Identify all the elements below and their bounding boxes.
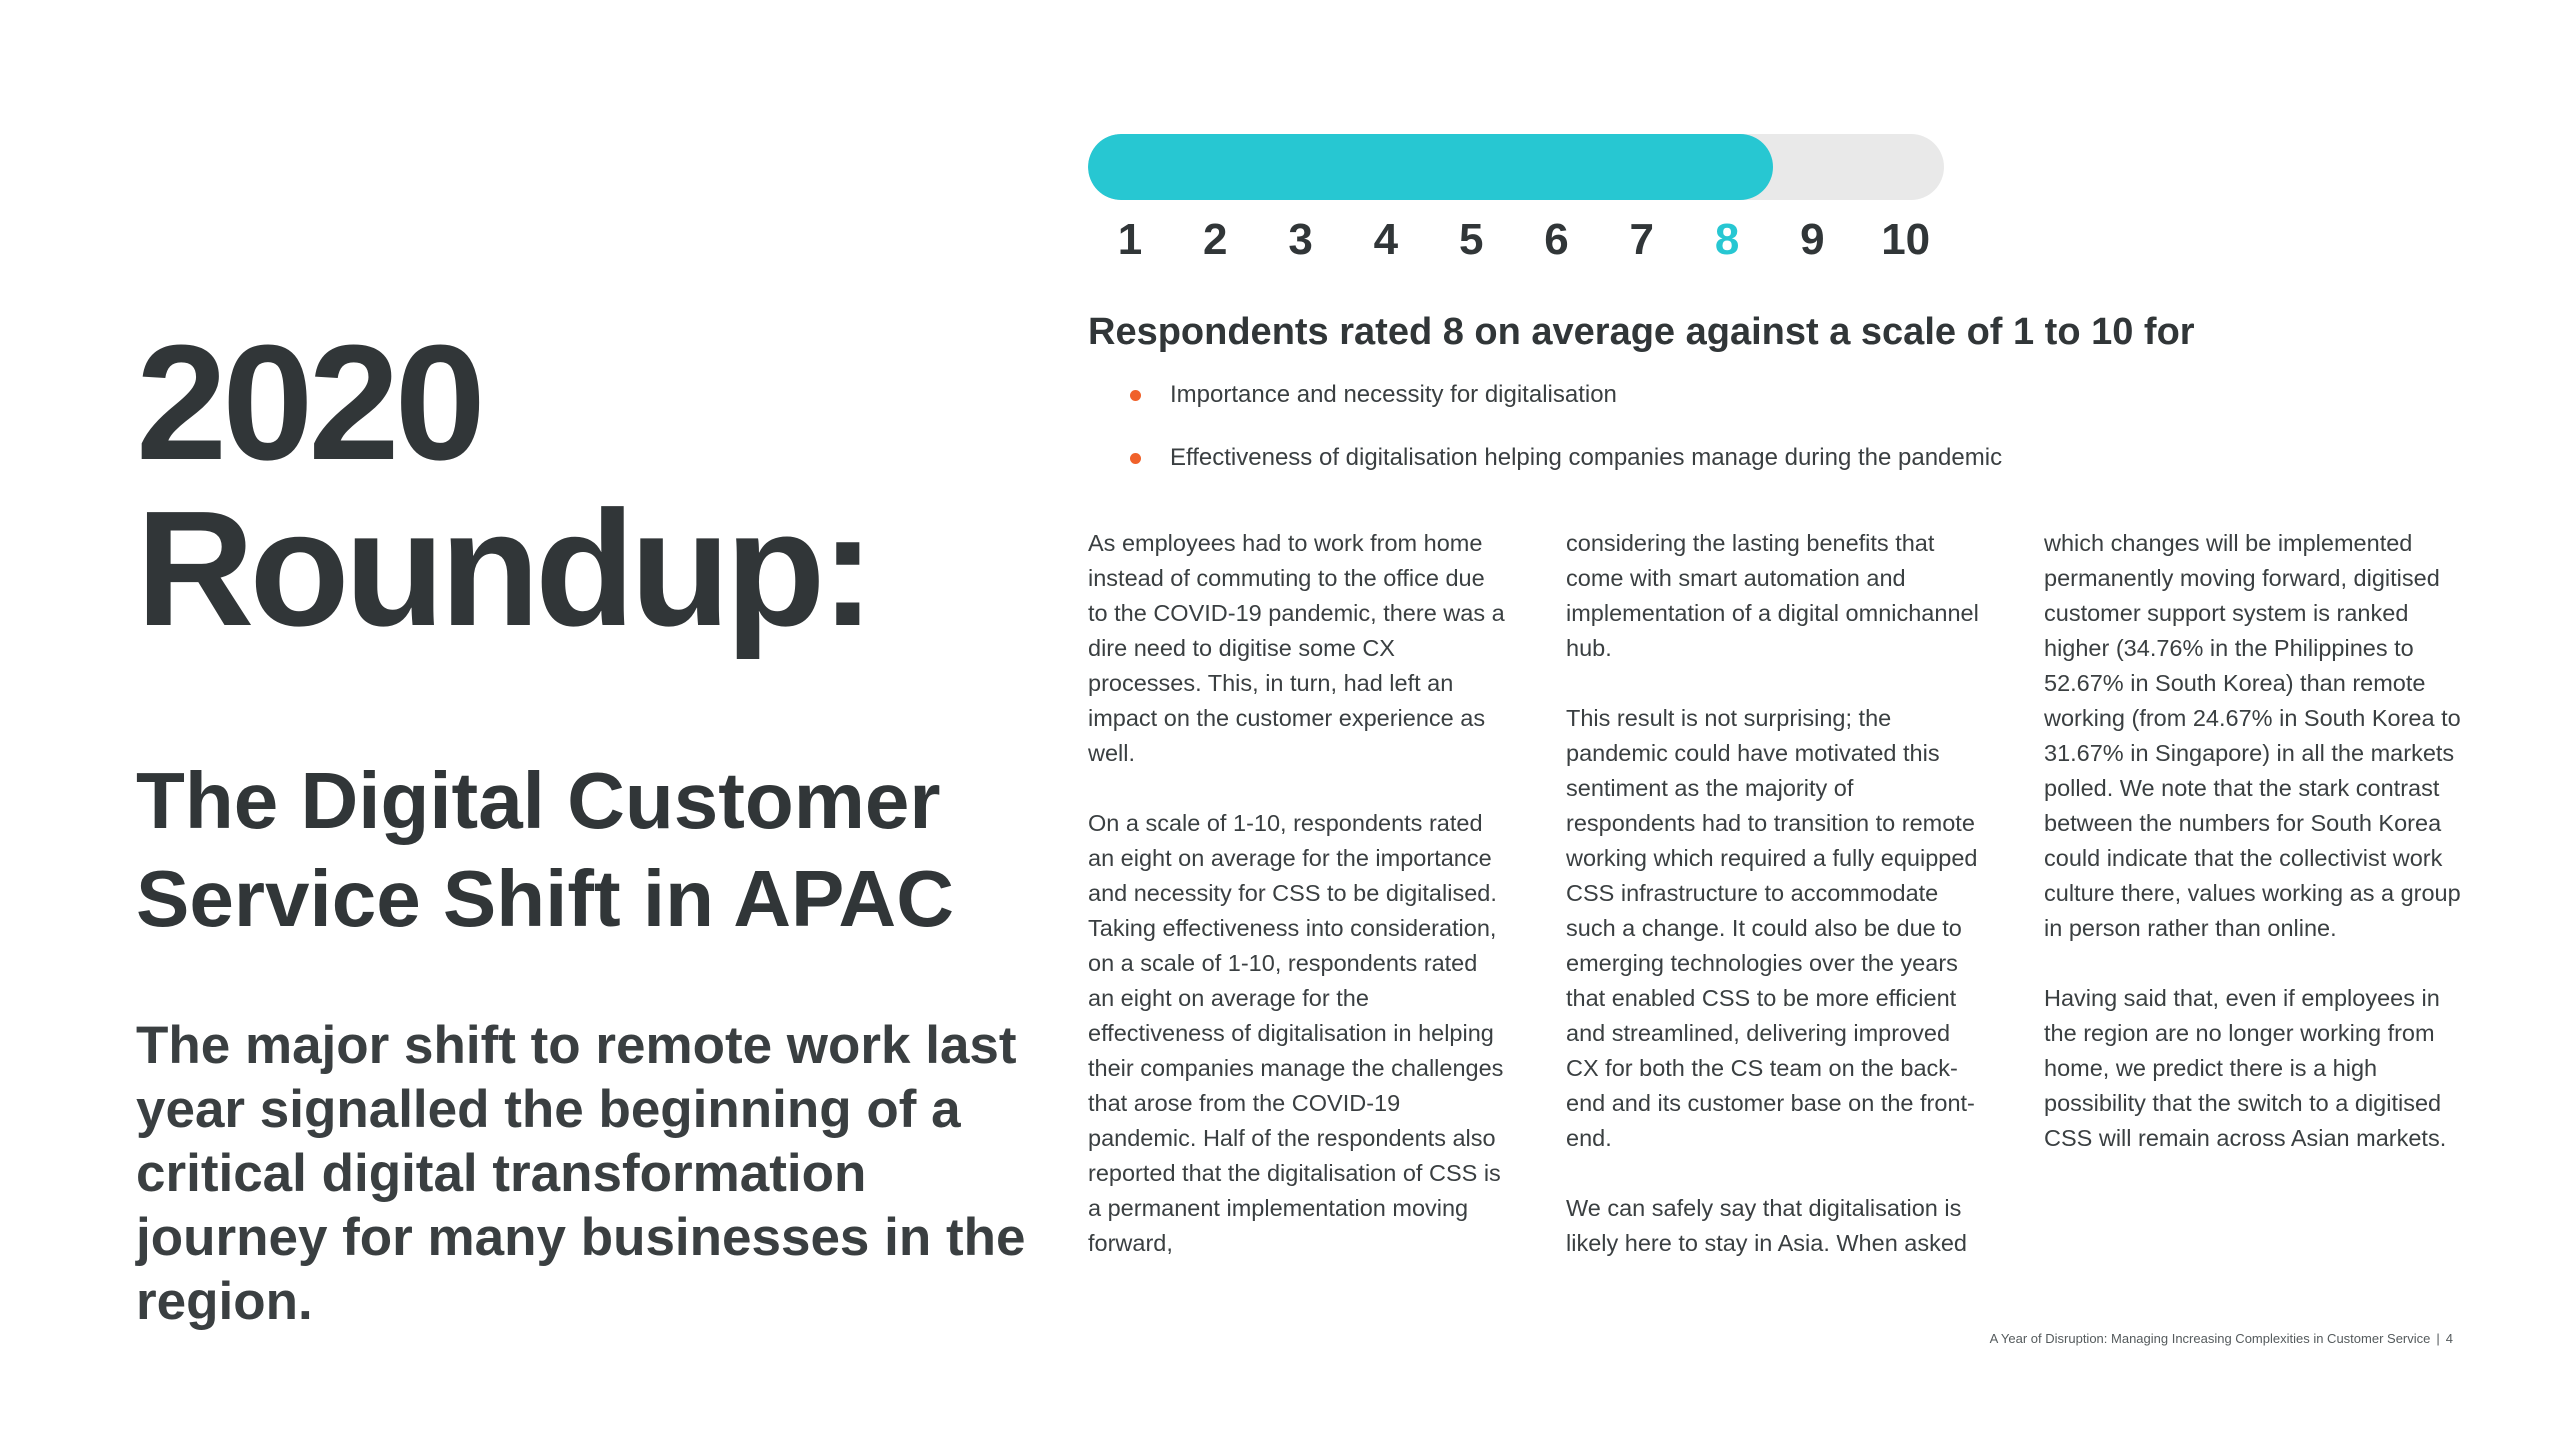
rating-scale (1088, 134, 1944, 270)
rating-scale-tick-5: 5 (1458, 215, 1484, 264)
body-paragraph: This result is not surprising; the pandemic could have motivated this sentiment as the majority of respondents had to transition to remote working which required a fully equipped CSS infrastructure to accommodate such a change. It could also be due to emerging technologies over the years that enabled CSS to be more efficient and streamlined, delivering improved CX for both the CS team on the back-end and its customer base on the front-end. (1566, 705, 1978, 1151)
rating-scale-ticks (1088, 210, 1944, 270)
rating-progress-track (1088, 134, 1944, 200)
body-column-1 (1088, 526, 1508, 1296)
body-column-3 (2044, 526, 2464, 1191)
bullet-dot-icon (1130, 390, 1141, 401)
list-item (1130, 374, 2002, 416)
list-item (1130, 437, 2002, 479)
rating-scale-tick-4: 4 (1373, 215, 1399, 264)
list-item-text: Importance and necessity for digitalisation (1170, 381, 1617, 408)
body-paragraph: On a scale of 1-10, respondents rated an eight on average for the importance and necessity for CSS to be digitalised. Taking effectiveness into consideration, on a scale of 1-10, respondents rated an eight on average for the effectiveness of digitalisation in helping their companies manage the challenges that arose from the COVID-19 pandemic. Half of the respondents also reported that the digitalisation of CSS is a permanent implementation moving forward, (1088, 810, 1504, 1256)
body-paragraph: which changes will be implemented permanently moving forward, digitised customer support system is ranked higher (34.76% in the Philippines to 52.67% in South Korea) than remote working (from 24.67% in South Korea to 31.67% in Singapore) in all the markets polled. We note that the stark contrast between the numbers for South Korea could indicate that the collectivist work culture there, values working as a group in person rather than online. (2044, 530, 2461, 941)
left-panel (136, 311, 1036, 1334)
page-footer (1990, 1330, 2453, 1348)
body-column-2 (1566, 526, 1986, 1296)
rating-scale-tick-7: 7 (1629, 215, 1655, 264)
page-subtitle: The Digital Customer Service Shift in APAC (136, 756, 954, 943)
rating-scale-tick-1: 1 (1117, 215, 1143, 264)
page-title-year: 2020 (136, 311, 481, 494)
bullet-dot-icon (1130, 453, 1141, 464)
body-paragraph: As employees had to work from home instead of commuting to the office due to the COVID-19 pandemic, there was a dire need to digitise some CX processes. This, in turn, had left an impact on the customer experience as well. (1088, 530, 1505, 766)
page-number: 4 (2445, 1331, 2453, 1346)
lede-paragraph: The major shift to remote work last year signalled the beginning of a critical digital transformation journey for many businesses in the region. (136, 1016, 1026, 1331)
rating-scale-tick-3: 3 (1288, 215, 1313, 264)
list-item-text: Effectiveness of digitalisation helping companies manage during the pandemic (1170, 444, 2003, 471)
body-paragraph: considering the lasting benefits that come with smart automation and implementation of a digital omnichannel hub. (1566, 530, 1979, 661)
footer-separator: | (2436, 1331, 2440, 1346)
body-paragraph: We can safely say that digitalisation is likely here to stay in Asia. When asked (1566, 1195, 1968, 1256)
rating-heading: Respondents rated 8 on average against a scale of 1 to 10 for (1088, 311, 2195, 353)
rating-scale-tick-8: 8 (1714, 215, 1740, 264)
rating-scale-tick-10: 10 (1881, 215, 1931, 264)
page-title-word: Roundup: (136, 477, 871, 660)
footer-title: A Year of Disruption: Managing Increasing Complexities in Customer Service (1989, 1331, 2431, 1346)
body-paragraph: Having said that, even if employees in the region are no longer working from home, we predict there is a high possibility that the switch to a digitised CSS will remain across Asian markets. (2044, 985, 2447, 1151)
rating-scale-tick-2: 2 (1203, 215, 1228, 264)
rating-scale-tick-6: 6 (1544, 215, 1569, 264)
rating-scale-tick-9: 9 (1800, 215, 1825, 264)
rating-criteria-list (1130, 374, 2002, 500)
rating-progress-fill (1088, 134, 1773, 200)
page-title (136, 311, 1036, 660)
